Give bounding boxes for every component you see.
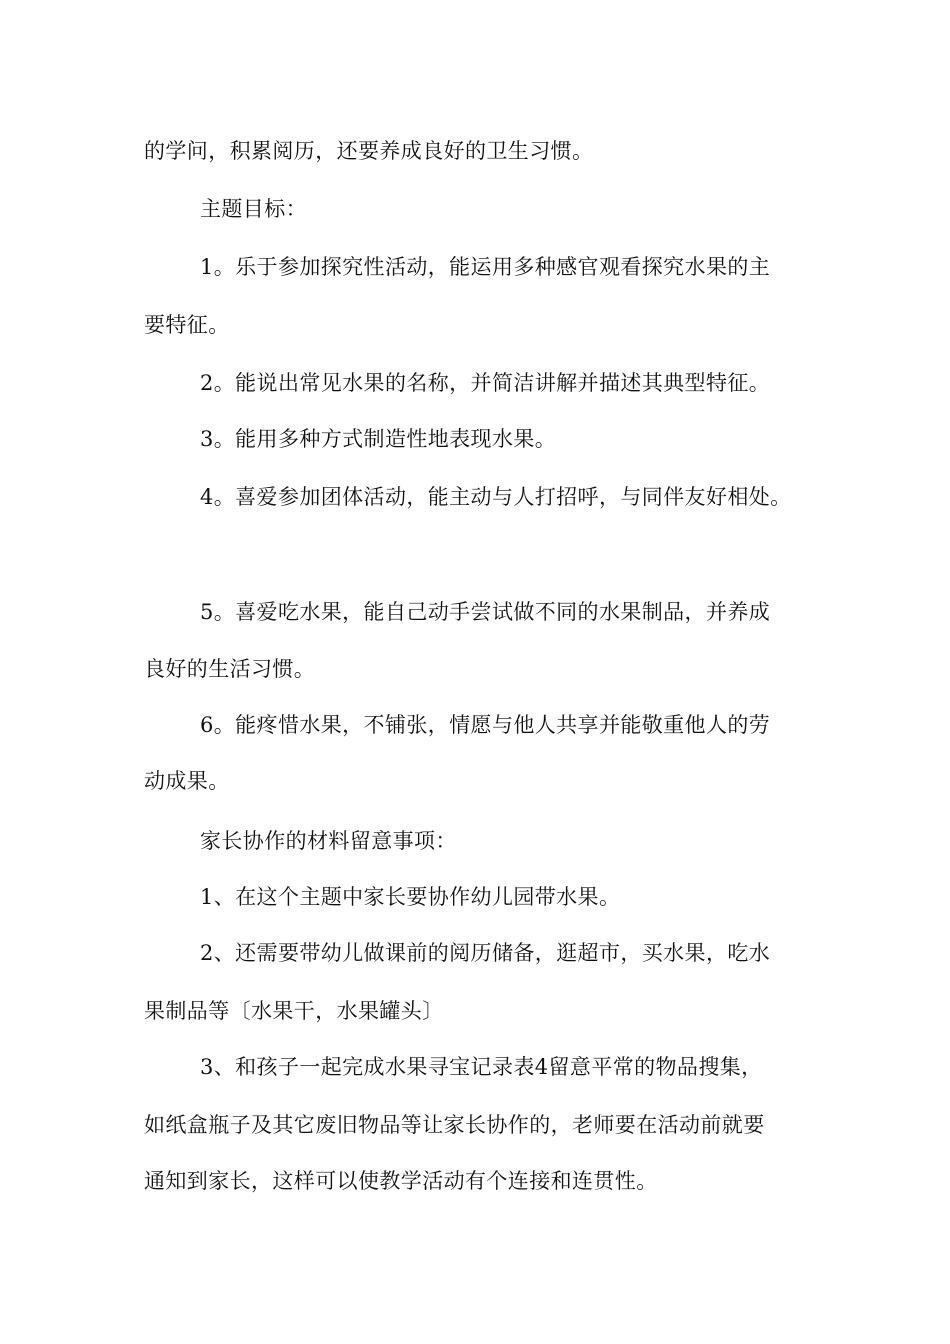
parent-note-3-continuation-2: 通知到家长，这样可以使教学活动有个连接和连贯性。 xyxy=(144,1169,658,1193)
goal-4-line: 4。喜爱参加团体活动，能主动与人打招呼，与同伴友好相处。 xyxy=(200,485,792,509)
goal-5-line: 5。喜爱吃水果，能自己动手尝试做不同的水果制品，并养成 xyxy=(200,600,771,624)
parent-note-3-line: 3、和孩子一起完成水果寻宝记录表4留意平常的物品搜集， xyxy=(200,1055,763,1079)
section-heading-parents: 家长协作的材料留意事项： xyxy=(200,829,457,853)
goal-1-continuation: 要特征。 xyxy=(144,313,230,337)
goal-1-line: 1。乐于参加探究性活动，能运用多种感官观看探究水果的主 xyxy=(200,255,771,279)
goal-6-continuation: 动成果。 xyxy=(144,769,230,793)
parent-note-2-line: 2、还需要带幼儿做课前的阅历储备，逛超市，买水果，吃水 xyxy=(200,941,771,965)
goal-5-continuation: 良好的生活习惯。 xyxy=(144,657,316,681)
goal-3-line: 3。能用多种方式制造性地表现水果。 xyxy=(200,427,557,451)
text-line: 的学问，积累阅历，还要养成良好的卫生习惯。 xyxy=(144,139,594,163)
parent-note-1-line: 1、在这个主题中家长要协作幼儿园带水果。 xyxy=(200,885,621,909)
goal-2-line: 2。能说出常见水果的名称，并简洁讲解并描述其典型特征。 xyxy=(200,371,771,395)
parent-note-2-continuation: 果制品等〔水果干，水果罐头〕 xyxy=(144,999,444,1023)
parent-note-3-continuation: 如纸盒瓶子及其它废旧物品等让家长协作的，老师要在活动前就要 xyxy=(144,1113,765,1137)
goal-6-line: 6。能疼惜水果，不铺张，情愿与他人共享并能敬重他人的劳 xyxy=(200,713,771,737)
section-heading-goals: 主题目标： xyxy=(200,197,307,221)
